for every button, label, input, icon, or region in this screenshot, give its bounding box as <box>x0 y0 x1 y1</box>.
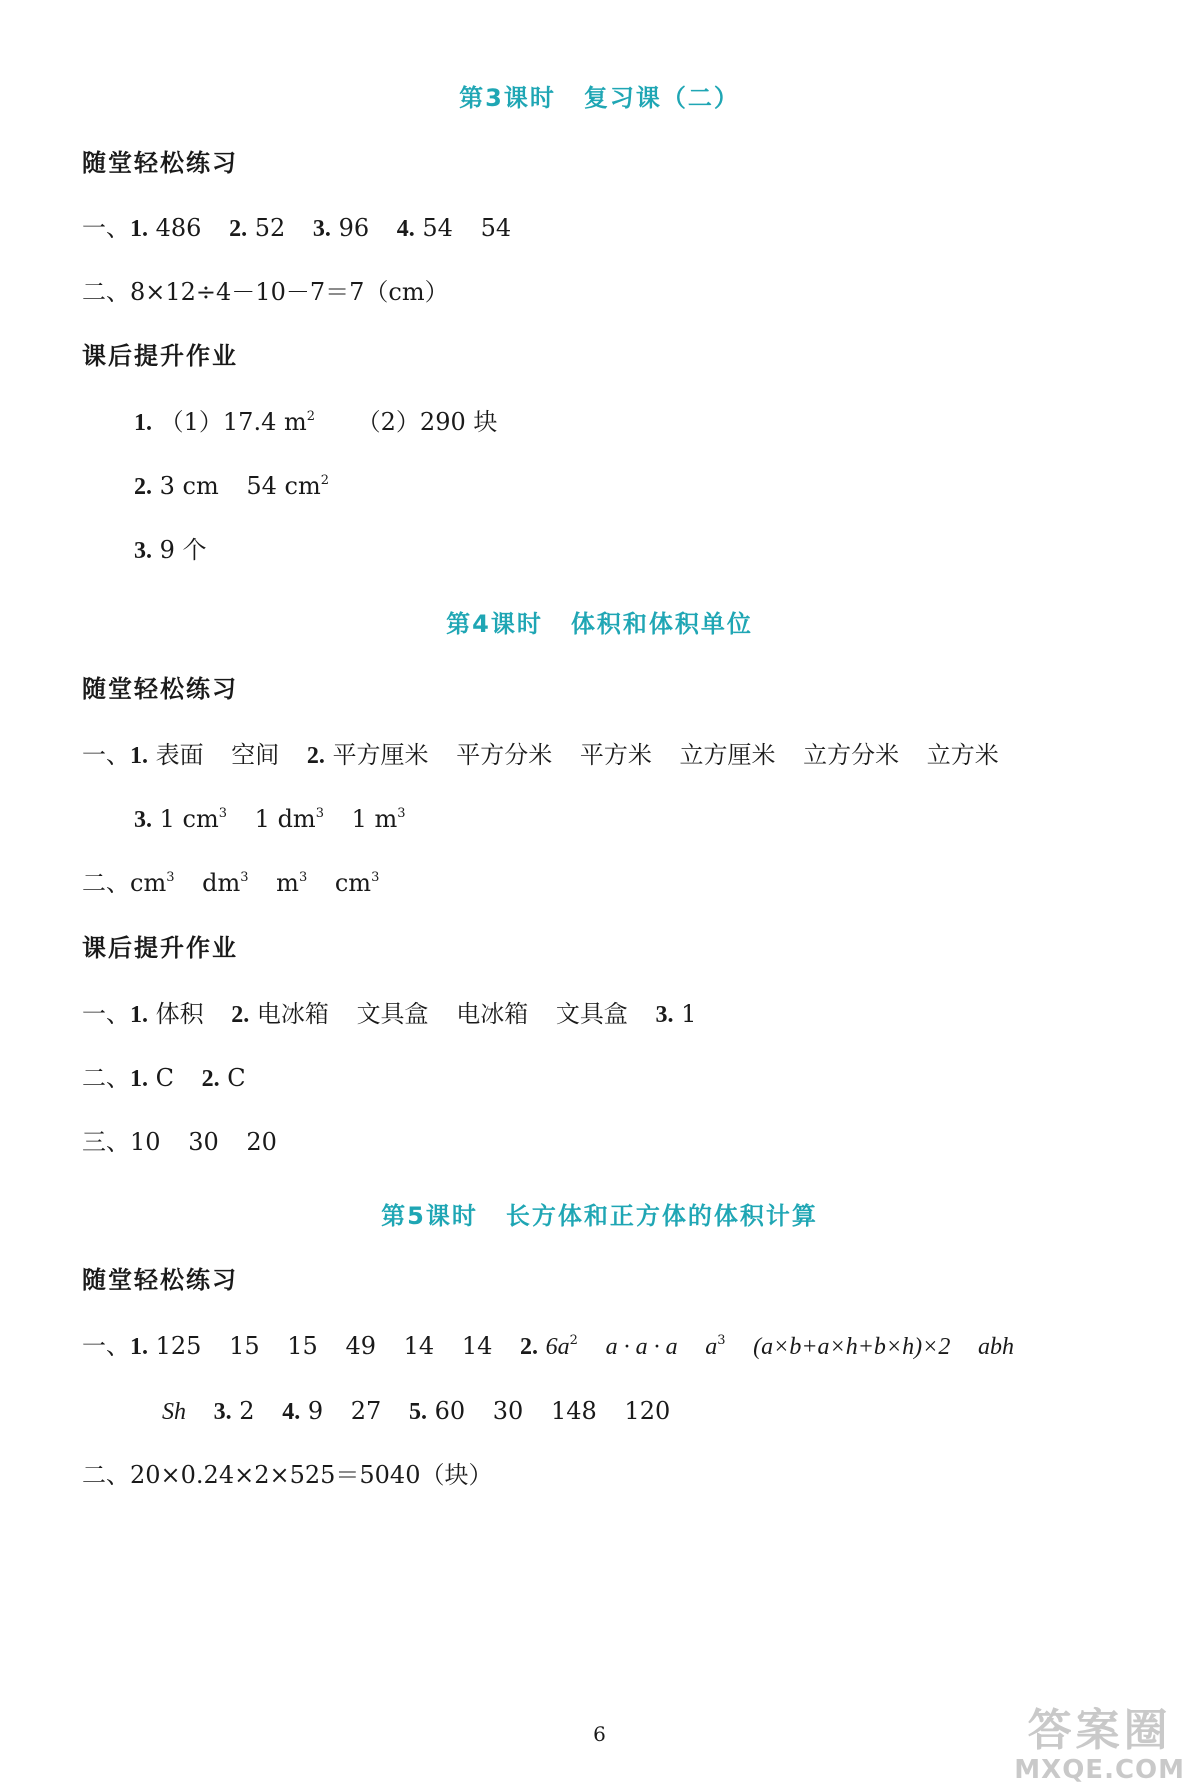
line-label: 一、 <box>82 214 130 242</box>
answer: $a^3$ <box>705 1333 726 1360</box>
answer: 15 <box>287 1332 318 1360</box>
lesson3-homework-line1 <box>134 407 497 438</box>
answer: 立方米 <box>926 741 999 769</box>
answer: C <box>155 1064 175 1092</box>
answer: 30 <box>188 1128 219 1156</box>
item-number: 1. <box>130 1334 148 1360</box>
answer: (a×b+a×h+b×h)×2 <box>753 1334 951 1360</box>
item-number: 3. <box>134 807 152 833</box>
answer: 60 <box>434 1397 466 1425</box>
line-label: 一、 <box>82 1332 130 1360</box>
answer: 空间 <box>231 741 280 769</box>
answer: 电冰箱 <box>256 1000 329 1028</box>
lesson5-title-topic: 长方体和正方体的体积计算 <box>505 1202 818 1230</box>
answer: 10 <box>130 1128 161 1156</box>
item-number: 2. <box>306 743 325 769</box>
answer: 54 <box>422 214 453 242</box>
answer: a · a · a <box>605 1334 678 1360</box>
answer: 54 <box>480 214 512 242</box>
watermark-line2: MXQE.COM <box>1014 1755 1185 1785</box>
watermark-line1: 答案圈 <box>1027 1705 1172 1756</box>
answer: （2）290 块 <box>356 408 498 436</box>
item-number: 2. <box>231 1002 250 1028</box>
lesson4-title-lesson: 第4课时 <box>446 610 543 638</box>
answer: 体积 <box>155 1000 204 1028</box>
lesson5-practice-line2: 二、20×0.24×2×525＝5040（块） <box>82 1461 493 1489</box>
answer: 2 <box>239 1397 255 1425</box>
answer: $6a^2$ <box>545 1333 578 1360</box>
item-number: 2. <box>229 216 248 242</box>
line-label: 一、 <box>82 741 130 769</box>
lesson3-section-homework: 课后提升作业 <box>82 342 238 370</box>
lesson3-title-lesson: 第3课时 <box>459 84 556 112</box>
answer: 9 个 <box>159 536 207 564</box>
item-number: 1. <box>130 216 148 242</box>
lesson5-section-practice: 随堂轻松练习 <box>82 1266 238 1294</box>
line-label: 二、 <box>82 1064 130 1092</box>
lesson3-section-practice: 随堂轻松练习 <box>82 149 238 177</box>
answer: 125 <box>155 1332 202 1360</box>
lesson5-title <box>0 1201 1199 1231</box>
lesson4-practice-line1b <box>134 804 406 835</box>
item-number: 4. <box>396 216 415 242</box>
answer: $m^3$ <box>276 869 308 897</box>
lesson4-practice-line1 <box>82 740 999 771</box>
answer: $dm^3$ <box>202 869 249 897</box>
lesson3-practice-line1 <box>82 213 511 244</box>
line-label: 三、 <box>82 1128 130 1156</box>
item-number: 1. <box>130 1002 148 1028</box>
answer: 15 <box>229 1332 260 1360</box>
answer: （1）17.4 $m^2$ <box>159 408 316 436</box>
answer: 120 <box>624 1397 671 1425</box>
lesson3-homework-line3 <box>134 535 207 566</box>
lesson3-title-topic: 复习课（二） <box>583 84 740 112</box>
answer: 486 <box>155 214 202 242</box>
lesson4-homework-line1 <box>82 999 696 1030</box>
lesson4-section-homework: 课后提升作业 <box>82 934 238 962</box>
lesson4-title <box>0 609 1199 639</box>
item-number: 3. <box>213 1399 232 1425</box>
item-number: 3. <box>655 1002 674 1028</box>
answer: 148 <box>550 1397 597 1425</box>
answer: $cm^3$ <box>334 869 380 897</box>
item-number: 1. <box>130 1066 148 1092</box>
item-number: 5. <box>408 1399 427 1425</box>
watermark-logo <box>1014 1706 1185 1784</box>
answer: $cm^3$ <box>130 869 175 897</box>
answer: 52 <box>254 214 286 242</box>
answer: Sh <box>162 1399 186 1425</box>
answer: 平方分米 <box>456 741 553 769</box>
item-number: 4. <box>282 1399 301 1425</box>
answer: 49 <box>345 1332 377 1360</box>
answer: 文具盒 <box>356 1000 429 1028</box>
answer: 27 <box>350 1397 382 1425</box>
lesson4-title-topic: 体积和体积单位 <box>570 610 753 638</box>
item-number: 2. <box>520 1334 539 1360</box>
answer: 14 <box>461 1332 493 1360</box>
page-number: 6 <box>593 1722 606 1746</box>
answer: 96 <box>338 214 370 242</box>
answer: 立方厘米 <box>679 741 776 769</box>
lesson3-homework-line2 <box>134 471 329 502</box>
item-number: 3. <box>312 216 331 242</box>
answer: 30 <box>492 1397 524 1425</box>
item-number: 3. <box>134 538 152 564</box>
answer: 文具盒 <box>555 1000 628 1028</box>
item-number: 2. <box>201 1066 220 1092</box>
answer: 电冰箱 <box>456 1000 529 1028</box>
answer: 20 <box>246 1128 277 1156</box>
answer: 1 $cm^3$ <box>159 805 228 833</box>
answer: 1 $dm^3$ <box>254 805 324 833</box>
answer: 1 $m^3$ <box>351 805 406 833</box>
answer: abh <box>977 1334 1014 1360</box>
answer: 平方厘米 <box>332 741 429 769</box>
line-label: 二、 <box>82 869 130 897</box>
lesson5-practice-line1 <box>82 1331 1014 1362</box>
answer: 立方分米 <box>803 741 900 769</box>
lesson4-homework-line3 <box>82 1127 277 1157</box>
lesson5-practice-line1b <box>162 1396 670 1427</box>
answer: C <box>227 1064 246 1092</box>
answer: 9 <box>307 1397 324 1425</box>
lesson4-practice-line2 <box>82 868 379 898</box>
answer: 平方米 <box>579 741 652 769</box>
lesson3-practice-line2: 二、8×12÷4－10－7＝7（cm） <box>82 278 449 306</box>
answer: 1 <box>681 1000 697 1028</box>
item-number: 1. <box>130 743 148 769</box>
lesson3-title <box>0 83 1199 113</box>
item-number: 2. <box>134 474 152 500</box>
lesson4-homework-line2 <box>82 1063 246 1094</box>
answer: 14 <box>403 1332 435 1360</box>
line-label: 一、 <box>82 1000 130 1028</box>
item-number: 1. <box>134 410 152 436</box>
lesson4-section-practice: 随堂轻松练习 <box>82 675 238 703</box>
answer: 54 $cm^2$ <box>246 472 330 500</box>
lesson5-title-lesson: 第5课时 <box>381 1202 478 1230</box>
answer: 表面 <box>155 741 204 769</box>
answer: 3 cm <box>159 472 219 500</box>
